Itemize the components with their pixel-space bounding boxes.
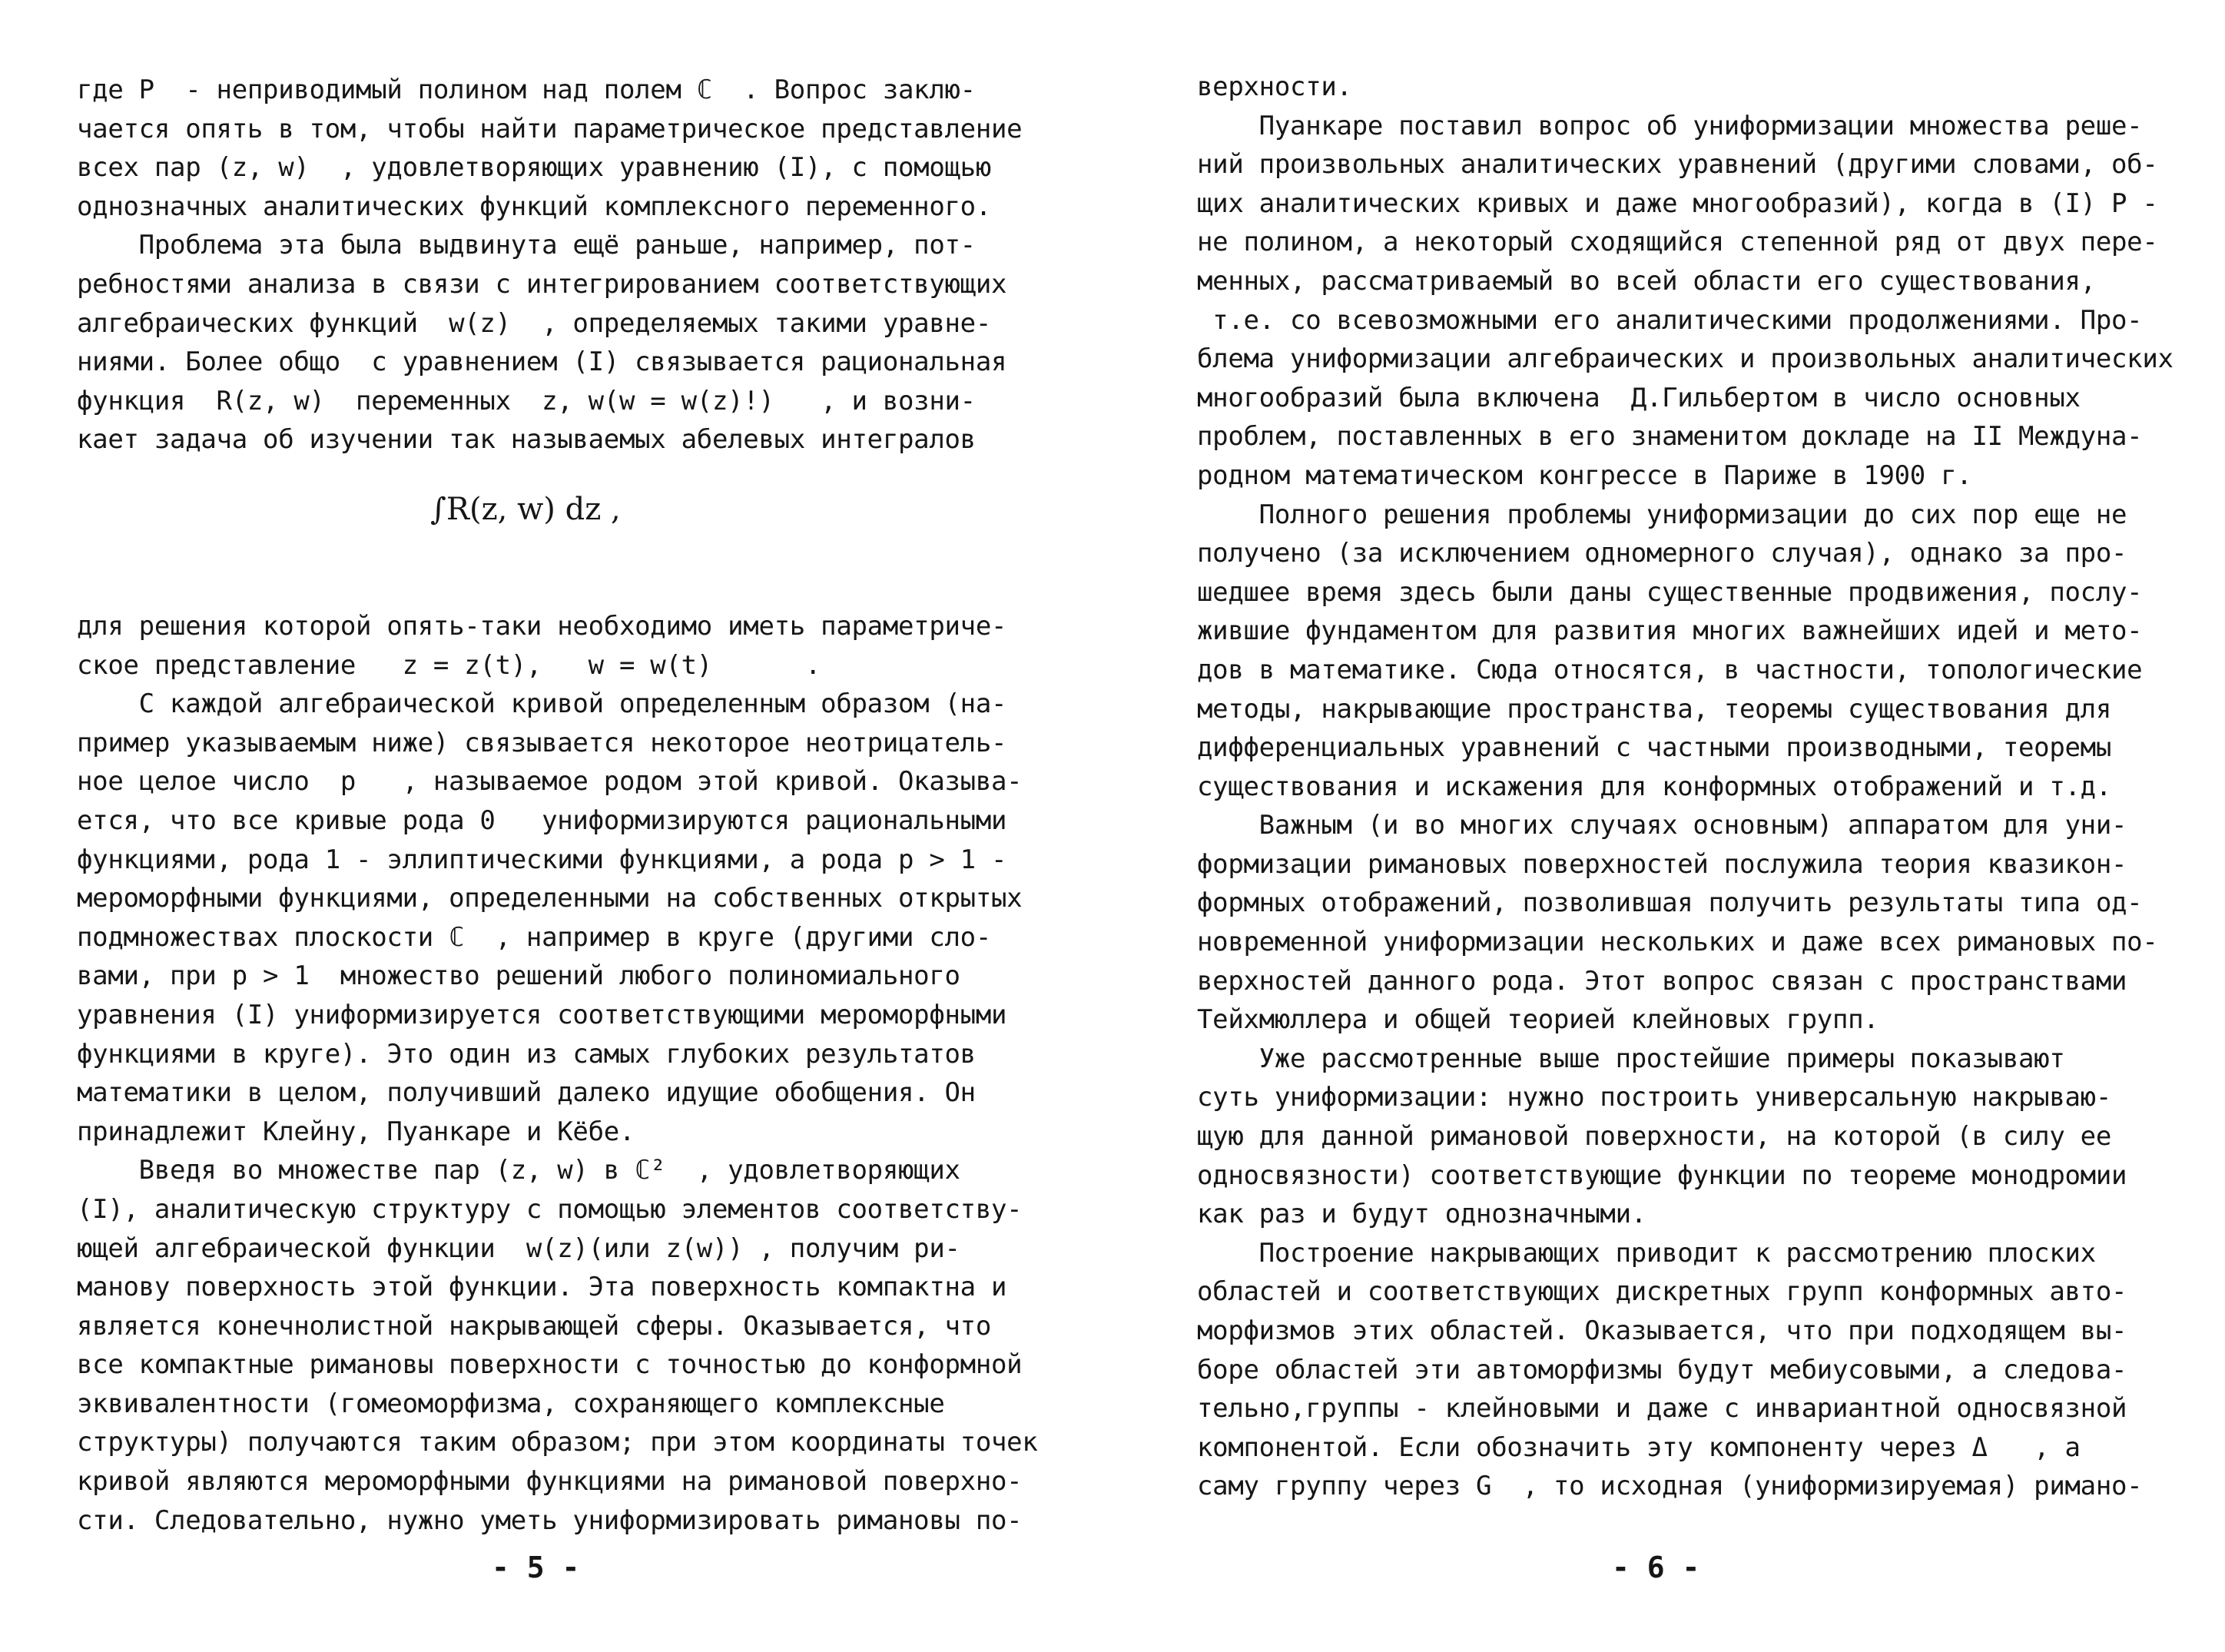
text-line: функция R(z, w) переменных z, w(w = w(z)!) , и возни- [77, 385, 976, 416]
text-line: саму группу через G , то исходная (униформизируемая) римано- [1197, 1471, 2143, 1502]
text-line: где P - неприводимый полином над полем ℂ . Вопрос заклю- [77, 75, 976, 105]
text-line: Тейхмюллера и общей теорией клейновых групп. [1197, 1004, 1879, 1036]
text-line: пример указываемым ниже) связывается некоторое неотрицатель- [77, 727, 1007, 758]
text-line: вами, при p > 1 множество решений любого полиномиального [77, 960, 960, 992]
text-line: Построение накрывающих приводит к рассмотрению плоских [1197, 1237, 2096, 1269]
text-line: родном математическом конгрессе в Париже в 1900 г. [1197, 459, 1972, 491]
text-line: ется, что все кривые рода 0 униформизируются рациональными [77, 804, 1007, 836]
text-line: дифференциальных уравнений с частными производными, теоремы [1197, 732, 2112, 764]
text-line: ребностями анализа в связи с интегрированием соответствующих [77, 268, 1007, 300]
text-line: Введя во множестве пар (z, w) в ℂ² , удовлетворяющих [77, 1155, 960, 1186]
text-line: С каждой алгебраической кривой определенным образом (на- [77, 688, 1007, 720]
text-line: все компактные римановы поверхности с точностью до конформной [77, 1349, 1023, 1381]
text-line: кает задача об изучении так называемых абелевых интегралов [77, 424, 976, 456]
text-line: ное целое число p , называемое родом этой кривой. Оказыва- [77, 766, 1023, 798]
text-line: формизации римановых поверхностей послужила теория квазикон- [1197, 848, 2127, 880]
text-line: мероморфными функциями, определенными на собственных открытых [77, 883, 1023, 914]
left-page [0, 0, 1112, 1652]
text-line: функциями в круге). Это один из самых глубоких результатов [77, 1038, 976, 1070]
text-line: новременной униформизации нескольких и даже всех римановых по- [1197, 927, 2158, 958]
text-line: методы, накрывающие пространства, теоремы существования для [1197, 693, 2112, 725]
text-line: Важным (и во многих случаях основным) аппаратом для уни- [1197, 810, 2127, 841]
text-line: суть униформизации: нужно построить универсальную накрываю- [1197, 1082, 2112, 1113]
text-line: является конечнолистной накрывающей сферы. Оказывается, что [77, 1310, 992, 1342]
text-line: уравнения (I) униформизируется соответствующими мероморфными [77, 999, 1007, 1030]
text-line: шедшее время здесь были даны существенные продвижения, послу- [1197, 576, 2143, 608]
text-line: ющей алгебраической функции w(z)(или z(w)) , получим ри- [77, 1232, 960, 1264]
text-line: принадлежит Клейну, Пуанкаре и Кёбе. [77, 1116, 635, 1147]
text-line: Проблема эта была выдвинута ещё раньше, например, пот- [77, 230, 976, 261]
text-line: (I), аналитическую структуру с помощью элементов соответству- [77, 1193, 1023, 1225]
right-text-block [1197, 68, 2174, 1506]
text-line: компонентой. Если обозначить эту компоненту через Δ , а [1197, 1431, 2081, 1463]
text-line: боре областей эти автоморфизмы будут мебиусовыми, а следова- [1197, 1354, 2127, 1385]
text-line: Уже рассмотренные выше простейшие примеры показывают [1197, 1043, 2065, 1074]
left-text-block-bottom [77, 607, 1038, 1540]
text-line: кривой являются мероморфными функциями на римановой поверхно- [77, 1466, 1023, 1498]
text-line: формных отображений, позволившая получить результаты типа од- [1197, 887, 2143, 919]
text-line: чается опять в том, чтобы найти параметрическое представление [77, 113, 1023, 144]
text-line: верхности. [1197, 71, 1352, 102]
text-line: всех пар (z, w) , удовлетворяющих уравнению (I), с помощью [77, 152, 992, 184]
text-line: однозначных аналитических функций комплексного переменного. [77, 191, 992, 222]
text-line: Полного решения проблемы униформизации до сих пор еще не [1197, 499, 2127, 530]
text-line: существования и искажения для конформных отображений и т.д. [1197, 771, 2112, 802]
text-line: структуры) получаются таким образом; при этом координаты точек [77, 1427, 1038, 1458]
left-text-block-top [77, 71, 1022, 459]
text-line: щих аналитических кривых и даже многообразий), когда в (I) P - [1197, 187, 2158, 219]
abelian-integral-formula: ∫R(z, w) dz , [430, 492, 621, 527]
text-line: манову поверхность этой функции. Эта поверхность компактна и [77, 1272, 1007, 1303]
text-line: блема униформизации алгебраических и произвольных аналитических [1197, 343, 2174, 375]
text-line: ское представление z = z(t), w = w(t) . [77, 649, 821, 681]
text-line: морфизмов этих областей. Оказывается, что при подходящем вы- [1197, 1315, 2127, 1346]
text-line: тельно,группы - клейновыми и даже с инвариантной односвязной [1197, 1393, 2127, 1425]
text-line: подмножествах плоскости ℂ , например в круге (другими сло- [77, 921, 992, 953]
text-line: жившие фундаментом для развития многих важнейших идей и мето- [1197, 615, 2143, 647]
text-line: функциями, рода 1 - эллиптическими функциями, а рода p > 1 - [77, 844, 1007, 875]
right-page [1112, 0, 2225, 1652]
text-line: сти. Следовательно, нужно уметь униформизировать римановы по- [77, 1504, 1023, 1536]
page-number-right: - 6 - [1612, 1551, 1700, 1584]
text-line: получено (за исключением одномерного случая), однако за про- [1197, 538, 2127, 569]
text-line: щую для данной римановой поверхности, на которой (в силу ее [1197, 1121, 2112, 1153]
text-line: ний произвольных аналитических уравнений (другими словами, об- [1197, 149, 2158, 181]
text-line: эквивалентности (гомеоморфизма, сохраняющего комплексные [77, 1388, 945, 1419]
text-line: не полином, а некоторый сходящийся степенной ряд от двух пере- [1197, 227, 2158, 258]
text-line: т.е. со всевозможными его аналитическими продолжениями. Про- [1197, 304, 2143, 336]
page-number-left: - 5 - [492, 1551, 580, 1584]
text-line: Пуанкаре поставил вопрос об униформизации множества реше- [1197, 110, 2143, 141]
text-line: проблем, поставленных в его знаменитом докладе на II Междуна- [1197, 421, 2143, 453]
text-line: для решения которой опять-таки необходимо иметь параметриче- [77, 611, 1007, 642]
text-line: односвязности) соответствующие функции по теореме монодромии [1197, 1159, 2127, 1191]
text-line: многообразий была включена Д.Гильбертом в число основных [1197, 382, 2081, 413]
text-line: дов в математике. Сюда относятся, в частности, топологические [1197, 654, 2143, 685]
text-line: как раз и будут однозначными. [1197, 1199, 1646, 1230]
text-line: менных, рассматриваемый во всей области его существования, [1197, 265, 2096, 297]
text-line: верхностей данного рода. Этот вопрос связан с пространствами [1197, 965, 2127, 997]
text-line: математики в целом, получивший далеко идущие обобщения. Он [77, 1077, 976, 1109]
text-line: ниями. Более общо с уравнением (I) связывается рациональная [77, 347, 1007, 378]
text-line: областей и соответствующих дискретных групп конформных авто- [1197, 1276, 2127, 1308]
text-line: алгебраических функций w(z) , определяемых такими уравне- [77, 307, 992, 339]
